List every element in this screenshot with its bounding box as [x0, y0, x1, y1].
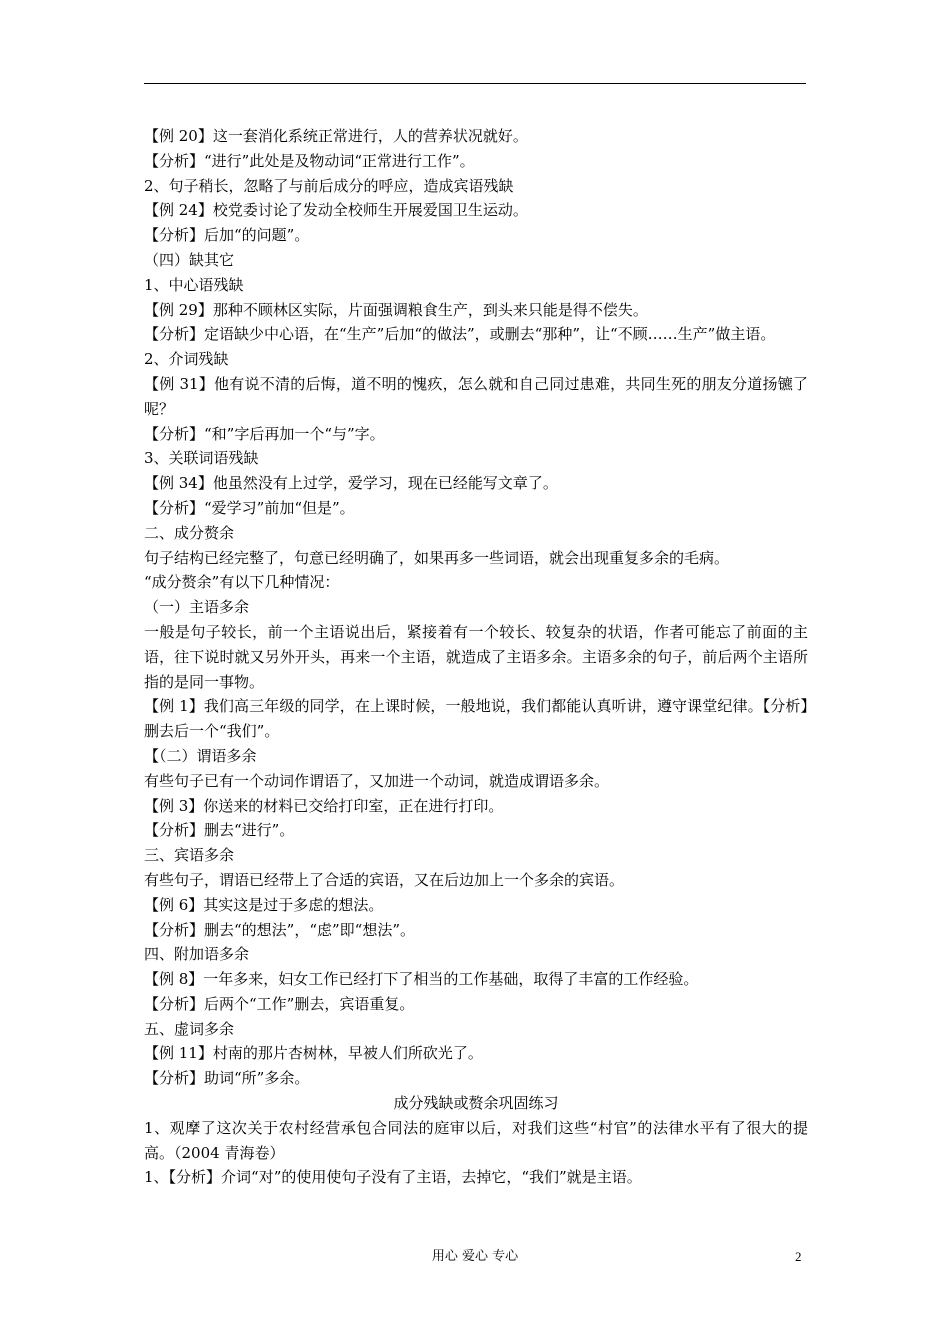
- subject-redundant-desc: 一般是句子较长，前一个主语说出后，紧接着有一个较长、较复杂的状语，作者可能忘了前面的主语，往下说时就又另外开头，再来一个主语，就造成了主语多余。主语多余的句子，前后两个主语所指的是同一事物。: [144, 622, 808, 691]
- subheading-preposition-missing: 2、介词残缺: [144, 350, 229, 369]
- exercise-title: 成分残缺或赘余巩固练习: [393, 1094, 559, 1113]
- example-34: 【例 34】他虽然没有上过学，爱学习，现在已经能写文章了。: [144, 474, 558, 493]
- analysis-34: 【分析】“爱学习”前加“但是”。: [144, 498, 355, 517]
- section-function-word-redundant: 五、虚词多余: [144, 1019, 235, 1038]
- section-redundancy: 二、成分赘余: [144, 523, 235, 542]
- analysis-20: 【分析】“进行”此处是及物动词“正常进行工作”。: [144, 151, 475, 170]
- example-20: 【例 20】这一套消化系统正常进行，人的营养状况就好。: [144, 127, 528, 145]
- analysis-3: 【分析】删去“进行”。: [144, 821, 295, 840]
- example-3: 【例 3】你送来的材料已交给打印室，正在进行打印。: [144, 796, 504, 815]
- example-1: 【例 1】我们高三年级的同学，在上课时候，一般地说，我们都能认真听讲，遵守课堂纪律。【分析】删去后一个“我们”。: [144, 697, 808, 741]
- document-body: [144, 124, 808, 1190]
- redundancy-cases: “成分赘余”有以下几种情况：: [144, 573, 340, 592]
- analysis-11: 【分析】助词“所”多余。: [144, 1069, 310, 1088]
- page-number: 2: [795, 1249, 802, 1264]
- subheading-head-missing: 1、中心语残缺: [144, 275, 244, 294]
- header-rule: [144, 83, 806, 84]
- redundancy-intro: 句子结构已经完整了，句意已经明确了，如果再多一些词语，就会出现重复多余的毛病。: [144, 548, 730, 567]
- analysis-29: 【分析】定语缺少中心语，在“生产”后加“的做法”，或删去“那种”，让“不顾……生产”做主语。: [144, 325, 776, 344]
- example-6: 【例 6】其实这是过于多虑的想法。: [144, 895, 384, 914]
- example-29: 【例 29】那种不顾林区实际，片面强调粮食生产，到头来只能是得不偿失。: [144, 300, 648, 319]
- exercise-1: 1、观摩了这次关于农村经营承包合同法的庭审以后，对我们这些“村官”的法律水平有了很大的提高。（2004 青海卷）: [144, 1118, 808, 1162]
- example-31: 【例 31】他有说不清的后悔，道不明的愧疚，怎么就和自己同过患难，共同生死的朋友分道扬镳了呢？: [144, 374, 808, 418]
- object-redundant-desc: 有些句子，谓语已经带上了合适的宾语，又在后边加上一个多余的宾语。: [144, 870, 625, 889]
- analysis-8: 【分析】后两个“工作”删去，宾语重复。: [144, 994, 415, 1013]
- analysis-31: 【分析】“和”字后再加一个“与”字。: [144, 424, 385, 443]
- analysis-24: 【分析】后加“的问题”。: [144, 226, 310, 245]
- example-11: 【例 11】村南的那片杏树林，早被人们所砍光了。: [144, 1044, 483, 1063]
- subheading-predicate-redundant: 【（二）谓语多余: [144, 746, 257, 765]
- section-object-redundant: 三、宾语多余: [144, 846, 235, 865]
- example-24: 【例 24】校党委讨论了发动全校师生开展爱国卫生运动。: [144, 201, 528, 220]
- section-missing-others: （四）缺其它: [144, 250, 235, 269]
- analysis-6: 【分析】删去“的想法”，“虑”即“想法”。: [144, 920, 416, 939]
- example-8: 【例 8】一年多来，妇女工作已经打下了相当的工作基础，取得了丰富的工作经验。: [144, 970, 699, 989]
- footer-motto: 用心 爱心 专心: [431, 1249, 519, 1264]
- subheading-object-missing: 2、句子稍长，忽略了与前后成分的呼应，造成宾语残缺: [144, 176, 514, 195]
- subheading-conjunction-missing: 3、关联词语残缺: [144, 449, 259, 468]
- subheading-subject-redundant: （一）主语多余: [144, 598, 250, 617]
- predicate-redundant-desc: 有些句子已有一个动词作谓语了，又加进一个动词，就造成谓语多余。: [144, 771, 610, 790]
- section-modifier-redundant: 四、附加语多余: [144, 945, 250, 964]
- exercise-1-analysis: 1、【分析】介词“对”的使用使句子没有了主语，去掉它，“我们”就是主语。: [144, 1168, 642, 1187]
